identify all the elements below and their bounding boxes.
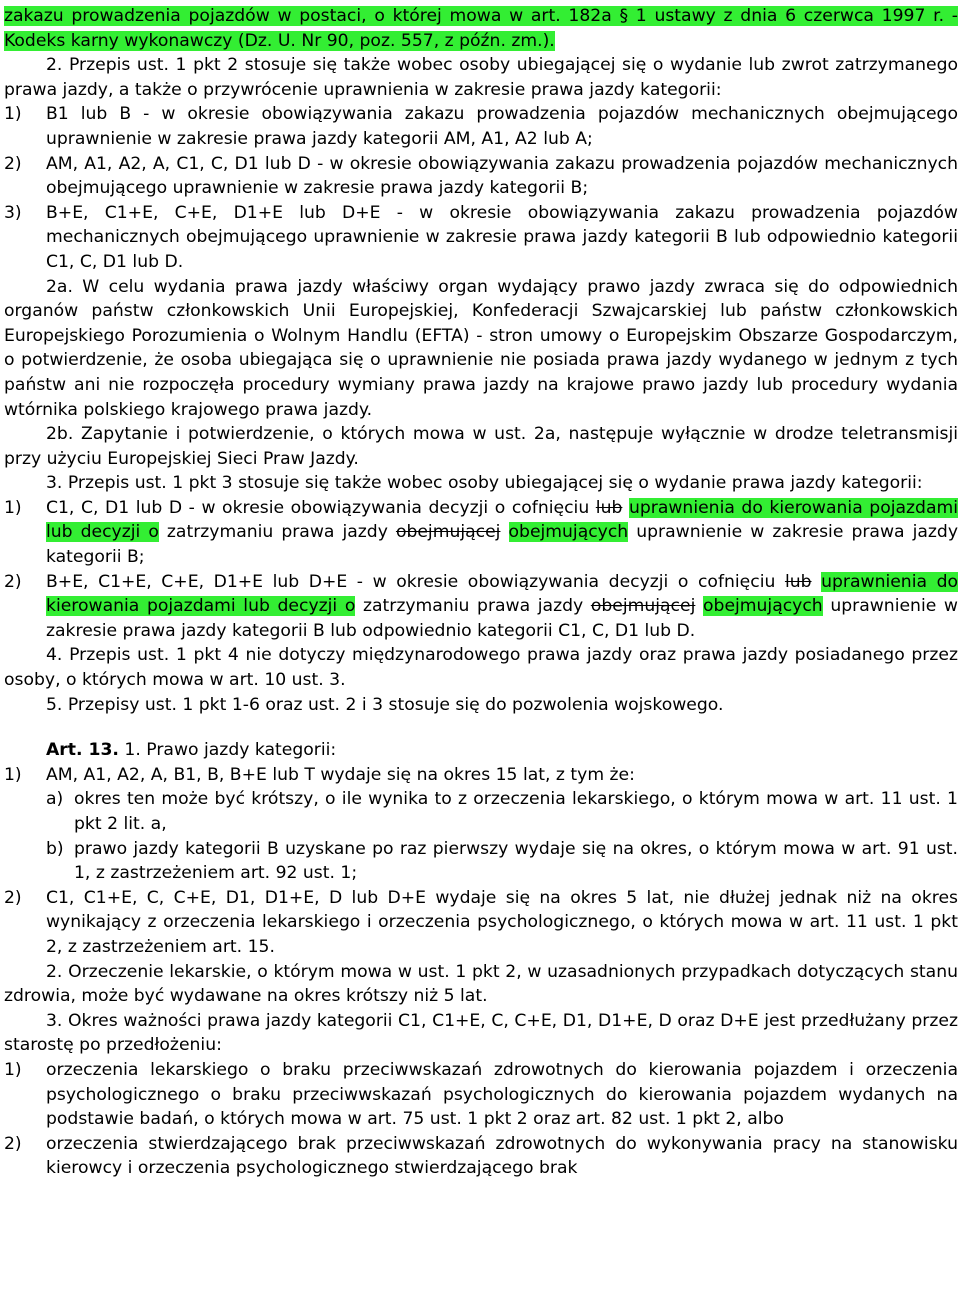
list-item: [4, 570, 958, 644]
item-letter: a): [46, 789, 64, 810]
item-text: [500, 522, 508, 542]
list-item: [4, 1058, 958, 1132]
highlighted-text: uprawnienia do kierowania pojazdami lub decyzji o: [46, 571, 959, 617]
item-number: 1): [4, 764, 22, 785]
paragraph-ust-2a: 2a. W celu wydania prawa jazdy właściwy organ wydający prawo jazdy zwraca się do odpowiednich organów państw członkowskich Unii Europejskiej, Konfederacji Szwajcarskiej lub państw członkowskich Europejskiego Porozumienia o Wolnym Handlu (EFTA) - stron umowy o Europejskim Obszarze Gospodarczym, o potwierdzenie, że osoba ubiegająca się o uprawnienie nie posiada prawa jazdy wydanego w jednym z tych państw ani nie rozpoczęła procedury wymiany prawa jazdy na krajowe prawo jazdy lub procedury wydania wtórnika polskiego krajowego prawa jazdy.: [4, 276, 958, 420]
paragraph-ust-4: 4. Przepis ust. 1 pkt 4 nie dotyczy międzynarodowego prawa jazdy oraz prawa jazdy posiadanego przez osoby, o których mowa w art. 10 ust. 3.: [4, 645, 958, 691]
item-text: C1, C, D1 lub D - w okresie obowiązywania decyzji o cofnięciu: [46, 497, 596, 518]
item-text: AM, A1, A2, A, B1, B, B+E lub T wydaje się na okres 15 lat, z tym że:: [46, 764, 635, 785]
list-item: [4, 886, 958, 960]
item-text: orzeczenia stwierdzającego brak przeciwwskazań zdrowotnych do wykonywania pracy na stanowisku kierowcy i orzeczenia psychologicznego stwierdzającego brak: [46, 1133, 958, 1179]
paragraph-art13-ust-2: 2. Orzeczenie lekarskie, o którym mowa w ust. 1 pkt 2, w uzasadnionych przypadkach dotyczących stanu zdrowia, może być wydawane na okres krótszy niż 5 lat.: [4, 961, 958, 1007]
article-label: Art. 13.: [46, 740, 119, 761]
highlighted-text: zakazu prowadzenia pojazdów w postaci, o której mowa w art. 182a § 1 ustawy z dnia 6 czerwca 1997 r. - Kodeks karny wykonawczy (Dz. U. Nr 90, poz. 557, z późn. zm.).: [4, 6, 958, 51]
item-text: zatrzymaniu prawa jazdy: [355, 596, 591, 617]
document-page: [4, 4, 958, 1181]
item-text: zatrzymaniu prawa jazdy: [158, 522, 396, 543]
item-number: 1): [4, 497, 22, 518]
paragraph-continuation: [4, 4, 958, 53]
article-intro: 1. Prawo jazdy kategorii:: [118, 740, 337, 761]
item-text: prawo jazdy kategorii B uzyskane po raz pierwszy wydaje się na okres, o którym mowa w art. 91 ust. 1, z zastrzeżeniem art. 92 ust. 1;: [74, 838, 958, 884]
list-item: [4, 201, 958, 275]
paragraph-ust-2: 2. Przepis ust. 1 pkt 2 stosuje się także wobec osoby ubiegającej się o wydanie lub zwrot zatrzymanego prawa jazdy, a także o przywrócenie uprawnienia w zakresie prawa jazdy kategorii:: [4, 55, 958, 100]
item-text: uprawnienie w zakresie prawa jazdy kategorii B;: [46, 522, 958, 568]
item-number: 2): [4, 887, 22, 908]
item-number: 3): [4, 202, 22, 223]
deleted-text: obejmującej: [590, 596, 696, 617]
paragraph-art13-ust-3: 3. Okres ważności prawa jazdy kategorii C1, C1+E, C, C+E, D1, D1+E, D oraz D+E jest przedłużany przez starostę po przedłożeniu:: [4, 1010, 958, 1056]
item-text: [695, 596, 703, 616]
paragraph-ust-5: 5. Przepisy ust. 1 pkt 1-6 oraz ust. 2 i 3 stosuje się do pozwolenia wojskowego.: [46, 694, 724, 715]
item-text: B+E, C1+E, C+E, D1+E lub D+E - w okresie obowiązywania zakazu prowadzenia pojazdów mechanicznych obejmującego uprawnienie w zakresie prawa jazdy kategorii B lub odpowiednio kategorii C1, C, D1 lub D.: [46, 202, 958, 272]
paragraph-ust-2b: 2b. Zapytanie i potwierdzenie, o których mowa w ust. 2a, następuje wyłącznie w drodze teletransmisji przy użyciu Europejskiej Sieci Praw Jazdy.: [4, 424, 958, 469]
list-item: [4, 102, 958, 151]
highlighted-text: obejmujących: [703, 596, 823, 617]
item-text: AM, A1, A2, A, C1, C, D1 lub D - w okresie obowiązywania zakazu prowadzenia pojazdów mechanicznych obejmującego uprawnienie w zakresie prawa jazdy kategorii B;: [46, 153, 958, 199]
list-item: [4, 763, 958, 788]
paragraph-ust-3: 3. Przepis ust. 1 pkt 3 stosuje się także wobec osoby ubiegającej się o wydanie prawa jazdy kategorii:: [46, 473, 923, 494]
item-number: 2): [4, 571, 22, 592]
highlighted-text: obejmujących: [508, 522, 629, 543]
spacer: [4, 717, 958, 738]
article-13-heading: [4, 738, 958, 763]
item-text: okres ten może być krótszy, o ile wynika to z orzeczenia lekarskiego, o którym mowa w art. 11 ust. 1 pkt 2 lit. a,: [74, 789, 958, 834]
item-text: B1 lub B - w okresie obowiązywania zakazu prowadzenia pojazdów mechanicznych obejmującego uprawnienie w zakresie prawa jazdy kategorii AM, A1, A2 lub A;: [46, 104, 958, 149]
list-item: [4, 152, 958, 201]
sub-list-item: [4, 837, 958, 886]
deleted-text: obejmującej: [395, 522, 501, 543]
item-letter: b): [46, 838, 64, 859]
item-text: [812, 572, 822, 592]
list-item: [4, 1132, 958, 1181]
item-text: uprawnienie w zakresie prawa jazdy kategorii B lub odpowiednio kategorii C1, C, D1 lub D.: [46, 596, 958, 641]
deleted-text: lub: [784, 571, 812, 592]
deleted-text: lub: [595, 497, 623, 518]
item-number: 1): [4, 1059, 22, 1080]
item-number: 2): [4, 1133, 22, 1154]
item-number: 1): [4, 104, 22, 125]
item-text: C1, C1+E, C, C+E, D1, D1+E, D lub D+E wydaje się na okres 5 lat, nie dłużej jednak niż na okres wynikający z orzeczenia lekarskiego i orzeczenia psychologicznego, o których mowa w art. 11 ust. 1 pkt 2, z zastrzeżeniem art. 15.: [46, 887, 958, 957]
sub-list-item: [4, 787, 958, 836]
item-number: 2): [4, 153, 22, 174]
item-text: B+E, C1+E, C+E, D1+E lub D+E - w okresie obowiązywania decyzji o cofnięciu: [46, 571, 785, 592]
item-text: orzeczenia lekarskiego o braku przeciwwskazań zdrowotnych do kierowania pojazdem i orzeczenia psychologicznego o braku przeciwwskazań psychologicznych do kierowania pojazdem wydanych na podstawie badań, o których mowa w art. 75 ust. 1 pkt 2 oraz art. 82 ust. 1 pkt 2, albo: [46, 1059, 958, 1130]
highlighted-text: uprawnienia do kierowania pojazdami lub decyzji o: [46, 497, 959, 543]
item-text: [622, 498, 629, 518]
list-item: [4, 496, 958, 570]
